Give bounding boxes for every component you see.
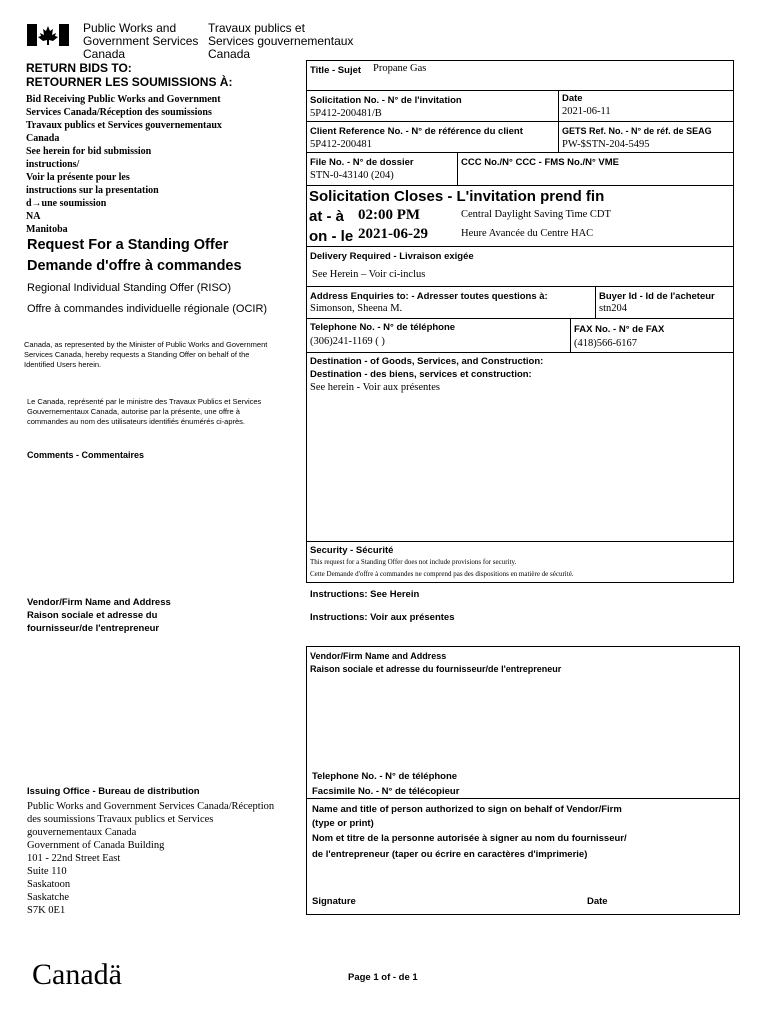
- instructions-en: Instructions: See Herein: [310, 589, 420, 600]
- dept-en-line: Public Works and: [83, 21, 177, 35]
- client-ref-label: Client Reference No. - N° de référence du client: [310, 126, 523, 137]
- vendor-left-line: fournisseur/de l'entrepreneur: [27, 623, 160, 634]
- return-bids-line: NA: [26, 211, 41, 222]
- fax-value: (418)566-6167: [574, 338, 637, 349]
- address-enquiries-value: Simonson, Sheena M.: [310, 303, 403, 314]
- title-label: Title - Sujet: [310, 65, 362, 76]
- vendor-box-label-fr: Raison sociale et adresse du fournisseur/de l'entrepreneur: [310, 664, 562, 674]
- authorized-person-label-3: Nom et titre de la personne autorisée à signer au nom du fournisseur/: [312, 833, 627, 844]
- date-value: 2021-06-11: [562, 106, 611, 117]
- gets-ref-value: PW-$STN-204-5495: [562, 139, 650, 150]
- return-bids-line: Voir la présente pour les: [26, 172, 130, 183]
- solicitation-closes-title: Solicitation Closes - L'invitation prend fin: [309, 188, 605, 205]
- issuing-office-line: des soumissions Travaux publics et Services: [27, 814, 214, 825]
- form-divider: [306, 185, 734, 186]
- delivery-value: See Herein – Voir ci-inclus: [312, 269, 426, 280]
- return-bids-address: [26, 93, 276, 235]
- authorized-person-label-1: Name and title of person authorized to sign on behalf of Vendor/Firm: [312, 804, 622, 815]
- at-label: at - à: [309, 208, 345, 225]
- solicitation-label: Solicitation No. - N° de l'invitation: [310, 95, 462, 106]
- dept-fr-line: Travaux publics et: [208, 21, 305, 35]
- fax-label: FAX No. - N° de FAX: [574, 324, 665, 335]
- file-no-value: STN-0-43140 (204): [310, 170, 394, 181]
- authorized-person-label-4: de l'entrepreneur (taper ou écrire en caractères d'imprimerie): [312, 849, 588, 860]
- issuing-office-line: Public Works and Government Services Canada/Réception: [27, 801, 275, 812]
- form-divider: [306, 798, 740, 799]
- form-divider: [306, 541, 734, 542]
- on-label: on - le: [309, 228, 354, 245]
- signature-date-label: Date: [587, 896, 608, 907]
- offer-type-en: Regional Individual Standing Offer (RISO): [27, 282, 232, 294]
- vendor-left-line: Raison sociale et adresse du: [27, 610, 158, 621]
- destination-value: See herein - Voir aux présentes: [310, 382, 440, 393]
- department-name-fr: [208, 22, 353, 61]
- vendor-box-label-en: Vendor/Firm Name and Address: [310, 651, 447, 661]
- return-bids-line: d→une soumission: [26, 198, 107, 209]
- return-bids-line: Travaux publics et Services gouvernementaux: [26, 120, 222, 131]
- issuing-office-line: Saskatche: [27, 892, 69, 903]
- return-bids-line: Canada: [26, 133, 60, 144]
- government-flag-icon: [27, 24, 69, 46]
- form-divider: [595, 286, 596, 318]
- dept-en-line: Canada: [83, 47, 126, 61]
- issuing-office-line: Government of Canada Building: [27, 840, 165, 851]
- address-enquiries-label: Address Enquiries to: - Adresser toutes questions à:: [310, 291, 548, 302]
- return-bids-line: instructions sur la presentation: [26, 185, 159, 196]
- ccc-label: CCC No./N° CCC - FMS No./N° VME: [461, 157, 620, 168]
- vendor-left-line: Vendor/Firm Name and Address: [27, 597, 171, 608]
- vendor-telephone-label: Telephone No. - N° de téléphone: [312, 771, 458, 782]
- form-divider: [306, 152, 734, 153]
- form-divider: [306, 90, 734, 91]
- security-text-en: This request for a Standing Offer does not include provisions for security.: [310, 558, 517, 566]
- instructions-fr: Instructions: Voir aux présentes: [310, 612, 455, 623]
- dept-fr-line: Canada: [208, 47, 251, 61]
- canada-wordmark: Canadä: [32, 958, 122, 991]
- form-divider: [306, 286, 734, 287]
- security-text-fr: Cette Demande d'offre à commandes ne comprend pas des dispositions en matière de sécurité.: [310, 570, 574, 578]
- offer-title-en: Request For a Standing Offer: [27, 237, 229, 253]
- form-divider: [570, 318, 571, 352]
- return-bids-line: Manitoba: [26, 224, 68, 235]
- security-label: Security - Sécurité: [310, 545, 394, 556]
- telephone-label: Telephone No. - N° de téléphone: [310, 322, 456, 333]
- authorized-person-label-2: (type or print): [312, 818, 374, 829]
- offer-paragraph-fr: Le Canada, représenté par le ministre des Travaux Publics et Services Gouvernementaux Canada, autorise par la présente, une offre à commandes au nom des utilisateurs identifiés énumérés ci-après.: [27, 397, 262, 426]
- return-bids-title-fr: RETOURNER LES SOUMISSIONS À:: [26, 75, 233, 89]
- timezone-fr: Heure Avancée du Centre HAC: [461, 228, 594, 239]
- buyer-id-value: stn204: [599, 303, 628, 314]
- issuing-office-line: Saskatoon: [27, 879, 71, 890]
- file-no-label: File No. - N° de dossier: [310, 157, 414, 168]
- form-divider: [457, 152, 458, 185]
- telephone-value: (306)241-1169 ( ): [310, 336, 385, 347]
- dept-fr-line: Services gouvernementaux: [208, 34, 354, 48]
- department-name-en: [83, 22, 198, 61]
- signature-label: Signature: [312, 896, 356, 907]
- form-divider: [306, 246, 734, 247]
- closing-date: 2021-06-29: [358, 226, 428, 242]
- offer-title-fr: Demande d'offre à commandes: [27, 258, 242, 274]
- offer-type-fr: Offre à commandes individuelle régionale (OCIR): [27, 303, 268, 315]
- buyer-id-label: Buyer Id - Id de l'acheteur: [599, 291, 715, 302]
- date-label: Date: [562, 93, 583, 104]
- dept-en-line: Government Services: [83, 34, 199, 48]
- delivery-label: Delivery Required - Livraison exigée: [310, 251, 474, 262]
- issuing-office-line: S7K 0E1: [27, 905, 66, 916]
- return-bids-line: Bid Receiving Public Works and Government: [26, 94, 221, 105]
- return-bids-title-en: RETURN BIDS TO:: [26, 61, 132, 75]
- closing-time: 02:00 PM: [358, 207, 421, 223]
- issuing-office-line: 101 - 22nd Street East: [27, 853, 121, 864]
- client-ref-value: 5P412-200481: [310, 139, 372, 150]
- title-value: Propane Gas: [373, 63, 427, 74]
- form-divider: [306, 318, 734, 319]
- issuing-office-address: [27, 800, 274, 917]
- issuing-office-line: Suite 110: [27, 866, 67, 877]
- return-bids-line: instructions/: [26, 159, 80, 170]
- destination-label-fr: Destination - des biens, services et construction:: [310, 369, 532, 380]
- vendor-facsimile-label: Facsimile No. - N° de télécopieur: [312, 786, 460, 797]
- vendor-left-label: [27, 596, 171, 635]
- issuing-office-label: Issuing Office - Bureau de distribution: [27, 786, 200, 797]
- comments-label: Comments - Commentaires: [27, 450, 145, 460]
- gets-ref-label: GETS Ref. No. - N° de réf. de SEAG: [562, 126, 712, 136]
- page-number: Page 1 of - de 1: [348, 972, 418, 983]
- issuing-office-line: gouvernementaux Canada: [27, 827, 137, 838]
- form-divider: [306, 121, 734, 122]
- form-divider: [306, 352, 734, 353]
- return-bids-line: See herein for bid submission: [26, 146, 152, 157]
- return-bids-heading: [26, 61, 232, 89]
- timezone-en: Central Daylight Saving Time CDT: [461, 209, 611, 220]
- solicitation-value: 5P412-200481/B: [310, 108, 382, 119]
- offer-paragraph-en: Canada, as represented by the Minister of Public Works and Government Services Canada, hereby requests a Standing Offer on behalf of the Identified Users herein.: [24, 340, 268, 369]
- return-bids-line: Services Canada/Réception des soumissions: [26, 107, 212, 118]
- destination-label-en: Destination - of Goods, Services, and Construction:: [310, 356, 544, 367]
